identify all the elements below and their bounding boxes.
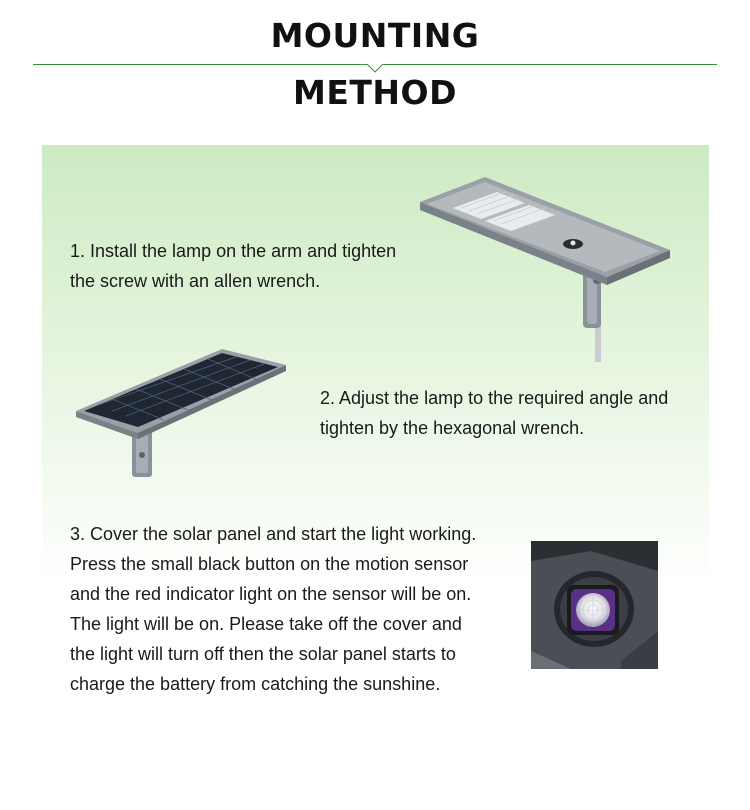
step-3-line-3: and the red indicator light on the sensor will be on.: [70, 584, 472, 604]
step-1-text: [70, 236, 410, 296]
street-lamp-bottom-view-icon: [415, 172, 675, 362]
step-3-line-2: Press the small black button on the motion sensor: [70, 554, 469, 574]
step-3-line-6: charge the battery from catching the sunshine.: [70, 674, 441, 694]
step-2-line-2: tighten by the hexagonal wrench.: [320, 418, 585, 438]
step-3-line-4: The light will be on. Please take off the cover and: [70, 614, 462, 634]
step-3-line-1: 3. Cover the solar panel and start the light working.: [70, 524, 477, 544]
step-3-line-5: the light will turn off then the solar panel starts to: [70, 644, 456, 664]
title-line-1: MOUNTING: [270, 16, 480, 55]
step-2-text: [320, 383, 690, 443]
motion-sensor-closeup-icon: [531, 541, 658, 669]
step-3-text: [70, 519, 500, 699]
step-1-line-2: the screw with an allen wrench.: [70, 271, 321, 291]
solar-panel-top-view-icon: [72, 345, 292, 485]
title-line-2: METHOD: [293, 73, 457, 112]
step-1-line-1: 1. Install the lamp on the arm and tighten: [70, 241, 397, 261]
step-2-line-1: 2. Adjust the lamp to the required angle and: [320, 388, 669, 408]
